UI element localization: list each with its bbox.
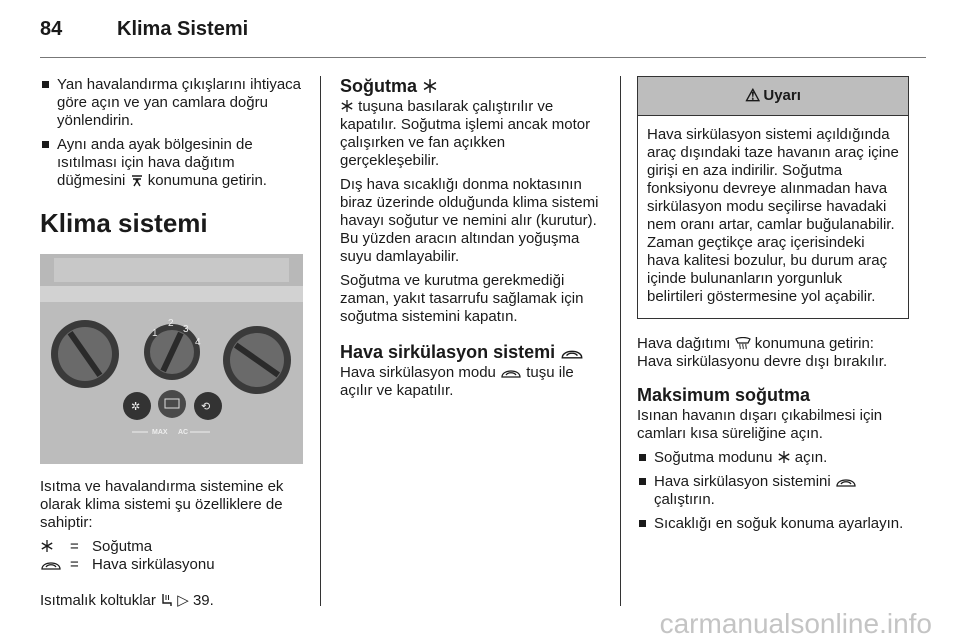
recirculation-icon (500, 367, 522, 379)
bullet-temperature: Sıcaklığı en soğuk konuma ayarlayın. (637, 515, 909, 533)
def-recirculation: = Hava sirkülasyonu (40, 556, 305, 574)
warning-header: ⚠ Uyarı (638, 77, 908, 116)
footwell-windscreen-icon (130, 173, 144, 187)
max-cooling-p: Isınan havanın dışarı çıkabilmesi için camları kısa süreliğine açın. (637, 407, 883, 442)
warning-box (637, 76, 909, 319)
distribution-p: Hava dağıtımı konumuna getirin: Hava sirkülasyonu devre dışı bırakılır. (637, 335, 888, 370)
bullet-cooling-mode: Soğutma modunu açın. (637, 449, 909, 467)
heading-recirculation: Hava sirkülasyon sistemi (340, 342, 605, 362)
bullet-recirculation: Hava sirkülasyon sistemini çalıştırın. (637, 473, 909, 509)
svg-text:2: 2 (168, 318, 174, 329)
heated-seat-icon (160, 593, 173, 607)
svg-text:⟲: ⟲ (201, 400, 211, 413)
page-number: 84 (40, 18, 63, 40)
heading-max-cooling: Maksimum soğutma (637, 385, 811, 405)
column-3 (637, 76, 909, 539)
bullet-footwell: Aynı anda ayak bölgesinin de ısıtılması için hava dağıtım düğmesini konumuna getirin. (40, 136, 305, 190)
recirculation-icon (835, 476, 857, 488)
windscreen-defrost-icon (735, 337, 751, 350)
svg-text:1: 1 (152, 328, 158, 339)
cooling-p1: tuşuna basılarak çalıştırılır ve kapatılır. Soğutma işlemi ancak motor çalışırken ve fan açıkken gerçekleşebilir. (340, 98, 591, 169)
heading-cooling: Soğutma (340, 76, 605, 96)
section-heading-climate: Klima sistemi (40, 208, 208, 238)
cooling-p3: Soğutma ve kurutma gerekmediği zaman, yakıt tasarrufu sağlamak için soğutma sistemini kapatın. (340, 272, 584, 325)
svg-text:4: 4 (195, 337, 201, 348)
svg-text:MAX: MAX (152, 429, 168, 436)
recirculation-p: Hava sirkülasyon modu tuşu ile açılır ve kapatılır. (340, 364, 574, 399)
svg-text:✲: ✲ (131, 400, 141, 413)
snowflake-icon (340, 99, 354, 113)
page-ref-arrow-icon: ▷ (177, 592, 189, 609)
seat-heating-ref: Isıtmalık koltuklar ▷ 39. (40, 592, 214, 609)
page-header (40, 18, 248, 41)
column-1 (40, 76, 305, 616)
recirculation-icon (40, 559, 62, 571)
cooling-p2: Dış hava sıcaklığı donma noktasının biraz üzerinde olduğunda klima sistemi havayı soğutur ve nemini alır (kurutur). Bu yüzden aracın altından yoğuşma suyu damlayabilir. (340, 176, 599, 265)
svg-text:3: 3 (183, 324, 189, 335)
svg-text:AC: AC (178, 429, 189, 436)
header-rule (40, 57, 926, 58)
snowflake-icon (422, 78, 438, 94)
column-divider-1 (320, 76, 321, 606)
warning-icon: ⚠ (745, 86, 761, 105)
warning-text: Hava sirkülasyon sistemi açıldığında araç dışındaki taze havanın araç içine girişi en aza indirilir. Soğutma fonksiyonu devreye alınmadan hava sirkülasyon modu seçilirse havadaki nem oranı artar, camlar buğulanabilir. Zaman geçtikçe araç içerisindeki hava kalitesi bozulur, bu durum araç içinde bulunanların yorgunluk belirtileri göstermesine yol açabilir. (647, 126, 899, 305)
watermark: carmanualsonline.info (659, 608, 932, 639)
climate-control-panel-photo (40, 254, 303, 464)
snowflake-icon (777, 450, 791, 464)
def-cooling: = Soğutma (40, 538, 305, 556)
bullet-side-vents: Yan havalandırma çıkışlarını ihtiyaca göre açın ve yan camlara doğru yönlendirin. (40, 76, 305, 130)
column-divider-2 (620, 76, 621, 606)
column-2 (340, 76, 605, 406)
snowflake-icon (40, 539, 54, 553)
intro-text: Isıtma ve havalandırma sistemine ek olarak klima sistemi şu özelliklere de sahiptir: (40, 478, 284, 531)
chapter-title: Klima Sistemi (117, 18, 249, 40)
recirculation-icon (560, 347, 584, 360)
